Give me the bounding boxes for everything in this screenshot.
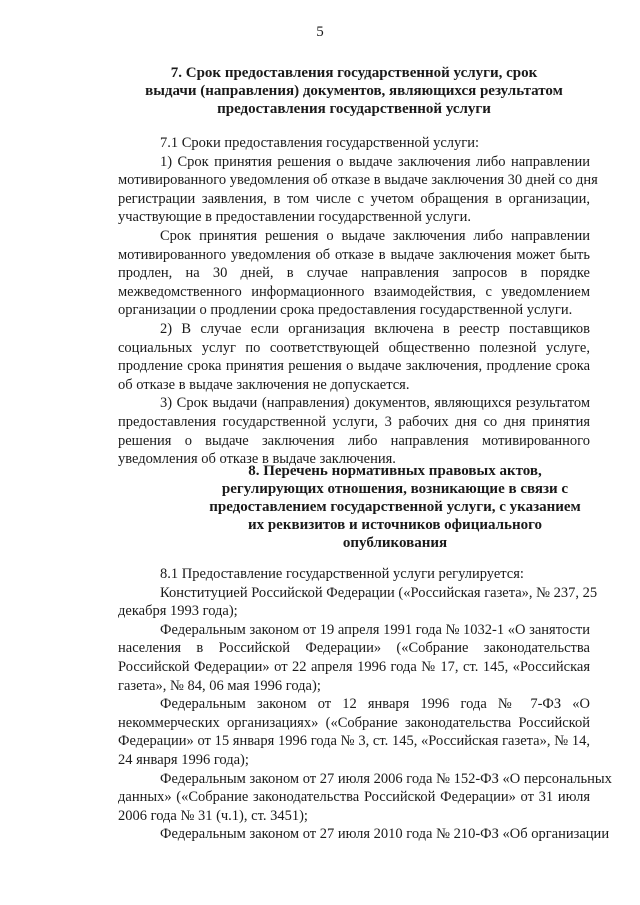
- heading-line: опубликования: [342, 535, 448, 551]
- section-7-body: [118, 134, 598, 469]
- heading-line: предоставлением государственной услуги, с указанием: [209, 499, 581, 515]
- text-line: продлен, на 30 дней, в случае направления запросов в порядке: [118, 265, 590, 282]
- text-line: декабря 1993 года);: [118, 603, 238, 620]
- text-line: газета», № 84, 06 мая 1996 года);: [118, 677, 321, 694]
- text-line: социальных услуг по соответствующей общественно полезной услуге,: [118, 339, 590, 356]
- text-line: решения о выдаче заключения либо направления мотивированного: [118, 432, 590, 449]
- section-8-heading: [200, 462, 590, 552]
- text-line: 3) Срок выдачи (направления) документов, являющихся результатом: [160, 395, 590, 412]
- heading-line: их реквизитов и источников официального: [247, 517, 543, 533]
- heading-line: 7. Срок предоставления государственной услуги, срок: [170, 65, 538, 81]
- page-number: 5: [316, 24, 324, 40]
- text-line: мотивированного уведомления об отказе в выдаче заключения может быть: [118, 246, 590, 263]
- text-line: Конституцией Российской Федерации («Российская газета», № 237, 25: [160, 584, 598, 601]
- text-line: данных» («Собрание законодательства Российской Федерации» от 31 июля: [118, 789, 590, 806]
- text-line: участвующие в предоставлении государственной услуги.: [118, 209, 471, 226]
- text-line: организации о продлении срока предоставления государственной услуги.: [118, 302, 573, 319]
- text-line: некоммерческих организациях» («Собрание законодательства Российской: [118, 714, 590, 731]
- text-line: Российской Федерации» от 22 апреля 1996 года № 17, ст. 145, «Российская: [118, 658, 590, 675]
- text-line: 8.1 Предоставление государственной услуги регулируется:: [160, 566, 524, 582]
- text-line: регистрации заявления, в том числе с учетом обращения в организации,: [118, 190, 590, 207]
- text-line: 24 января 1996 года);: [118, 751, 249, 768]
- text-line: Федеральным законом от 12 января 1996 года № 7-ФЗ «О: [160, 696, 590, 713]
- text-line: предоставления государственной услуги, 3 рабочих дня со дня принятия: [118, 413, 590, 430]
- text-line: населения в Российской Федерации» («Собрание законодательства: [118, 640, 590, 657]
- heading-line: предоставления государственной услуги: [217, 101, 491, 117]
- section-8-body: [118, 565, 612, 844]
- text-line: Федерации» от 15 января 1996 года № 3, ст. 145, «Российская газета», № 14,: [118, 733, 590, 750]
- text-line: мотивированного уведомления об отказе в выдаче заключения 30 дней со дня: [118, 172, 598, 189]
- text-line: межведомственного информационного взаимодействия, с уведомлением: [118, 283, 590, 300]
- text-line: 2006 года № 31 (ч.1), ст. 3451);: [118, 807, 308, 824]
- heading-line: регулирующих отношения, возникающие в связи с: [221, 481, 569, 497]
- text-line: Федеральным законом от 27 июля 2010 года № 210-ФЗ «Об организации: [160, 826, 610, 843]
- text-line: Федеральным законом от 27 июля 2006 года № 152-ФЗ «О персональных: [160, 770, 612, 787]
- text-line: 7.1 Сроки предоставления государственной услуги:: [160, 135, 479, 151]
- text-line: Федеральным законом от 19 апреля 1991 года № 1032-1 «О занятости: [160, 621, 590, 638]
- section-7-heading: [118, 64, 590, 118]
- text-line: об отказе в выдаче заключения не допускается.: [118, 376, 410, 393]
- text-line: уведомления об отказе в выдаче заключения.: [118, 451, 396, 468]
- heading-line: 8. Перечень нормативных правовых актов,: [248, 463, 542, 479]
- text-line: 2) В случае если организация включена в реестр поставщиков: [160, 320, 590, 337]
- heading-line: выдачи (направления) документов, являющихся результатом: [145, 83, 563, 99]
- text-line: Срок принятия решения о выдаче заключения либо направлении: [160, 227, 590, 244]
- text-line: 1) Срок принятия решения о выдаче заключения либо направлении: [160, 153, 590, 170]
- text-line: продление срока принятия решения о выдаче заключения, продление срока: [118, 358, 590, 375]
